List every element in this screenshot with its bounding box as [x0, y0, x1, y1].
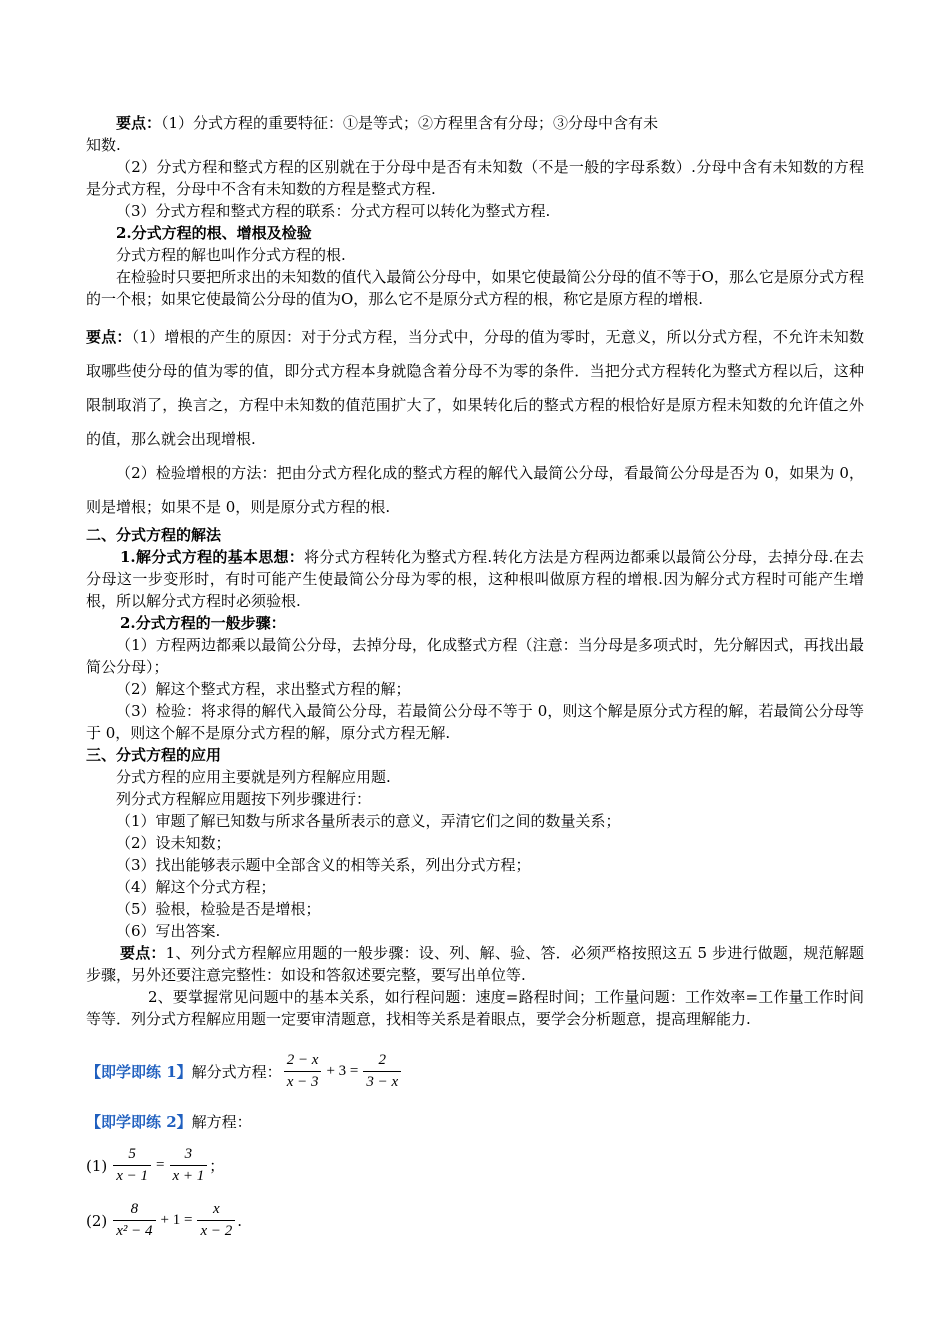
- app-step: （2）设未知数；: [116, 834, 231, 852]
- keypoint-2: （2）分式方程和整式方程的区别就在于分母中是否有未知数（不是一般的字母系数）.分母中含有未知数的方程是分式方程，分母中不含有未知数的方程是整式方程.: [86, 158, 864, 198]
- exercise-2: [86, 1111, 864, 1132]
- app-step: （4）解这个分式方程；: [116, 878, 276, 896]
- app-keypoint-2: 2、要掌握常见问题中的基本关系，如行程问题：速度=路程时间；工作量问题：工作效率=工作量工作时间等等．列分式方程解应用题一定要审清题意，找相等关系是着眼点，要学会分析题意，提高理解能力.: [86, 988, 864, 1028]
- exercise-1-text: 解分式方程：: [191, 1063, 282, 1081]
- fraction: $\frac{5}{x - 1}$: [113, 1146, 151, 1185]
- basic-idea: 1.解分式方程的基本思想：将分式方程转化为整式方程.转化方法是方程两边都乘以最简公分母，去掉分母.在去分母这一步变形时，有时可能产生使最简公分母为零的根，这种根叫做原方程的增根.因为解分式方程时可能产生增根，所以解分式方程时必须验根.: [86, 548, 864, 610]
- check-text: 在检验时只要把所求出的未知数的值代入最简公分母中，如果它使最简公分母的值不等于O，那么它是原分式方程的一个根；如果它使最简公分母的值为O，那么它不是原分式方程的根，称它是原方程的增根.: [86, 268, 864, 308]
- fraction: $\frac{8}{\text{x² − 4}}$: [113, 1201, 155, 1240]
- exercise-1: 【即学即练 1】 解分式方程： $\frac{2 - x}{x - 3}$ + 3 = $\frac{2}{3 - x}$: [86, 1052, 864, 1091]
- exercise-2-label: 【即学即练 2】: [86, 1113, 192, 1131]
- keypoint-label: 要点：: [116, 114, 162, 132]
- keypoint-3: （3）分式方程和整式方程的联系：分式方程可以转化为整式方程.: [116, 202, 551, 220]
- app-step: （5）验根，检验是否是增根；: [116, 900, 321, 918]
- step-2: （2）解这个整式方程，求出整式方程的解；: [116, 680, 411, 698]
- fraction: $\frac{x}{x - 2}$: [197, 1201, 235, 1240]
- keypoint-1-cont: 知数.: [86, 136, 121, 154]
- fraction: $\frac{2 - x}{x - 3}$: [284, 1052, 322, 1091]
- root-definition: 分式方程的解也叫作分式方程的根.: [116, 246, 346, 264]
- extraneous-root-cause: 要点：（1）增根的产生的原因：对于分式方程，当分式中，分母的值为零时，无意义，所以分式方程，不允许未知数取哪些使分母的值为零的值，即分式方程本身就隐含着分母不为零的条件．当把分式方程转化为整式方程以后，这种限制取消了，换言之，方程中未知数的值范围扩大了，如果转化后的整式方程的根恰好是原方程未知数的允许值之外的值，那么就会出现增根.: [86, 328, 864, 448]
- section-2-title: 2.分式方程的根、增根及检验: [116, 224, 312, 242]
- equation-1: (1) $\frac{5}{x - 1}$ = $\frac{3}{x + 1}$ ；: [86, 1146, 225, 1184]
- app-step: （6）写出答案.: [116, 922, 221, 940]
- app-intro-1: 分式方程的应用主要就是列方程解应用题.: [116, 768, 391, 786]
- app-intro-2: 列分式方程解应用题按下列步骤进行：: [116, 790, 372, 808]
- exercise-1-label: 【即学即练 1】: [86, 1063, 192, 1081]
- app-step: （3）找出能够表示题中全部含义的相等关系，列出分式方程；: [116, 856, 531, 874]
- equation-2: (2) $\frac{8}{\text{x² − 4}}$ + 1 = $\frac{x}{x - 2}$ .: [86, 1201, 243, 1239]
- exercise-2-text: 解方程：: [191, 1113, 252, 1131]
- app-keypoint-1: 要点：1、列分式方程解应用题的一般步骤：设、列、解、验、答．必须严格按照这五 5 步进行做题，规范解题步骤，另外还要注意完整性：如设和答叙述要完整，要写出单位等.: [86, 944, 864, 984]
- app-step: （1）审题了解已知数与所求各量所表示的意义，弄清它们之间的数量关系；: [116, 812, 621, 830]
- keypoint-1: 要点：（1）分式方程的重要特征：①是等式；②方程里含有分母；③分母中含有未: [116, 114, 659, 132]
- step-3: （3）检验：将求得的解代入最简公分母，若最简公分母不等于 0，则这个解是原分式方程的解，若最简公分母等于 0，则这个解不是原分式方程的解，原分式方程无解.: [86, 702, 864, 742]
- extraneous-root-check: （2）检验增根的方法：把由分式方程化成的整式方程的解代入最简公分母，看最简公分母是否为 0，如果为 0，则是增根；如果不是 0，则是原分式方程的根.: [86, 464, 864, 516]
- fraction: $\frac{3}{x + 1}$: [170, 1146, 208, 1185]
- part-3-title: 三、分式方程的应用: [86, 746, 222, 764]
- fraction: $\frac{2}{3 - x}$: [363, 1052, 401, 1091]
- step-1: （1）方程两边都乘以最简公分母，去掉分母，化成整式方程（注意：当分母是多项式时，先分解因式，再找出最简公分母）；: [86, 636, 864, 676]
- document-page: [86, 112, 864, 1240]
- steps-title: 2.分式方程的一般步骤：: [120, 614, 286, 632]
- part-2-title: 二、分式方程的解法: [86, 526, 222, 544]
